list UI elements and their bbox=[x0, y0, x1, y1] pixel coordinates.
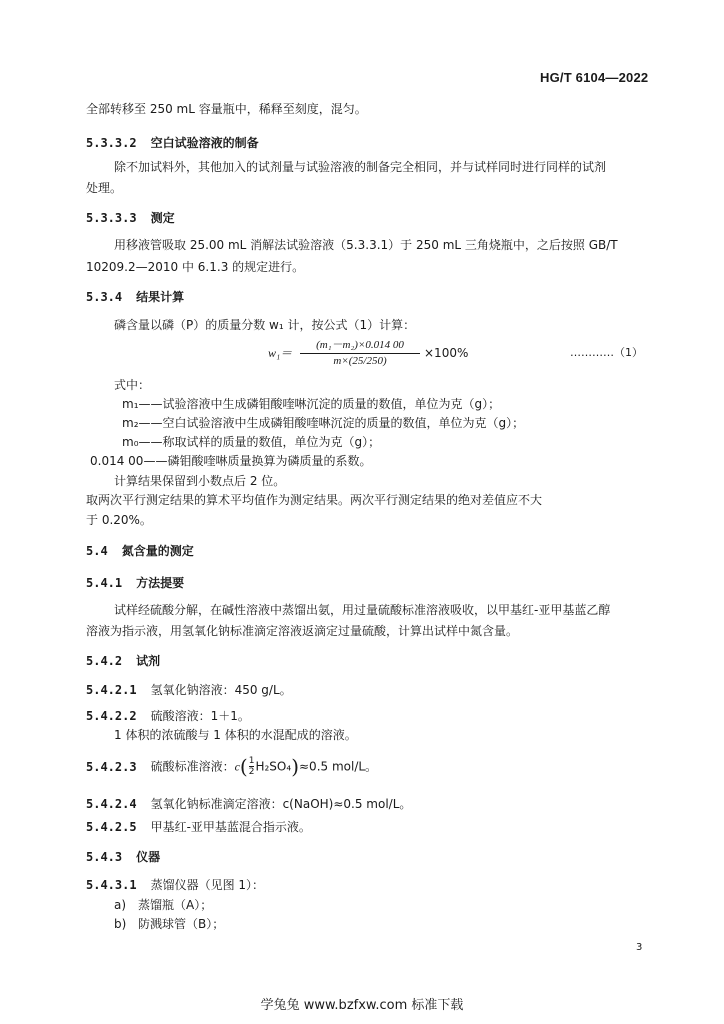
definition-m1: m₁——试验溶液中生成磷钼酸喹啉沉淀的质量的数值，单位为克（g）； bbox=[122, 397, 501, 411]
heading-5-3-4 bbox=[86, 288, 184, 305]
item-5-4-2-4 bbox=[86, 795, 411, 813]
item-5-4-2-1 bbox=[86, 681, 292, 699]
footer-watermark: 学兔兔 www.bzfxw.com 标准下载 bbox=[260, 998, 464, 1013]
half-fraction bbox=[249, 756, 255, 777]
list-text: 蒸馏瓶（A）； bbox=[138, 898, 213, 912]
formula-denominator: m×(25/250) bbox=[333, 355, 387, 367]
definition-coefficient: 0.014 00——磷钼酸喹啉质量换算为磷质量的系数。 bbox=[90, 454, 372, 468]
item-5-4-2-2 bbox=[86, 707, 250, 725]
paragraph-line: 1 体积的浓硫酸与 1 体积的水混配成的溶液。 bbox=[114, 728, 357, 742]
item-number: 5.4.2.4 bbox=[86, 797, 137, 811]
item-number: 5.4.2.3 bbox=[86, 759, 137, 774]
formula-lhs: w₁＝ bbox=[268, 346, 293, 360]
formula-number: …………（1） bbox=[570, 346, 643, 359]
item-5-4-2-3 bbox=[86, 756, 377, 777]
item-text: 硫酸溶液：1＋1。 bbox=[150, 709, 250, 723]
definition-m2: m₂——空白试验溶液中生成磷钼酸喹啉沉淀的质量的数值，单位为克（g）； bbox=[122, 416, 525, 430]
section-title: 测定 bbox=[150, 211, 175, 225]
heading-5-4-1 bbox=[86, 574, 184, 591]
paragraph-line: 除不加试料外，其他加入的试剂量与试验溶液的制备完全相同，并与试样同时进行同样的试剂 bbox=[114, 160, 607, 174]
list-text: 防溅球管（B）； bbox=[138, 917, 225, 931]
item-text: 蒸馏仪器（见图 1）： bbox=[150, 878, 265, 892]
heading-5-3-3-2 bbox=[86, 134, 259, 151]
item-5-4-3-1 bbox=[86, 876, 264, 894]
section-number: 5.4.2 bbox=[86, 654, 123, 668]
paren-close: ) bbox=[291, 754, 299, 779]
item-text: 甲基红-亚甲基蓝混合指示液。 bbox=[150, 820, 311, 834]
section-title: 氮含量的测定 bbox=[121, 544, 194, 558]
item-number: 5.4.2.2 bbox=[86, 709, 137, 723]
section-number: 5.3.3.2 bbox=[86, 136, 137, 150]
heading-5-4-2 bbox=[86, 652, 160, 669]
list-item bbox=[114, 915, 224, 933]
section-number: 5.3.4 bbox=[86, 290, 123, 304]
item-number: 5.4.2.5 bbox=[86, 820, 137, 834]
definition-m0: m₀——称取试样的质量的数值，单位为克（g）； bbox=[122, 435, 381, 449]
list-marker: a) bbox=[114, 898, 127, 912]
section-title: 试剂 bbox=[136, 654, 161, 668]
paragraph-line: 于 0.20%。 bbox=[86, 513, 152, 527]
item-text: ≈0.5 mol/L。 bbox=[299, 759, 378, 774]
paragraph-line: 10209.2—2010 中 6.1.3 的规定进行。 bbox=[86, 260, 305, 274]
section-title: 空白试验溶液的制备 bbox=[150, 136, 259, 150]
section-number: 5.3.3.3 bbox=[86, 211, 137, 225]
page-number: 3 bbox=[636, 942, 643, 953]
list-item bbox=[114, 896, 212, 914]
paragraph-line: 计算结果保留到小数点后 2 位。 bbox=[114, 474, 286, 488]
item-number: 5.4.3.1 bbox=[86, 878, 137, 892]
paragraph-line: 磷含量以磷（P）的质量分数 w₁ 计，按公式（1）计算： bbox=[114, 318, 416, 332]
heading-5-4-3 bbox=[86, 848, 160, 865]
paragraph-line: 用移液管吸取 25.00 mL 消解法试验溶液（5.3.3.1）于 250 mL 三角烧瓶中，之后按照 GB/T bbox=[114, 238, 618, 252]
item-number: 5.4.2.1 bbox=[86, 683, 137, 697]
section-title: 仪器 bbox=[136, 850, 161, 864]
concentration-symbol: c bbox=[234, 759, 240, 774]
paragraph-line: 取两次平行测定结果的算术平均值作为测定结果。两次平行测定结果的绝对差值应不大 bbox=[86, 493, 543, 507]
section-number: 5.4 bbox=[86, 544, 108, 558]
heading-5-4 bbox=[86, 542, 194, 559]
fraction-top: 1 bbox=[248, 756, 255, 766]
formula-fraction bbox=[300, 336, 420, 367]
formula-rhs: ×100% bbox=[424, 346, 469, 360]
item-text: 硫酸标准溶液： bbox=[150, 759, 235, 774]
species: H₂SO₄ bbox=[255, 759, 292, 774]
heading-5-3-3-3 bbox=[86, 209, 175, 226]
paragraph-line: 处理。 bbox=[86, 181, 123, 195]
section-title: 结果计算 bbox=[136, 290, 185, 304]
item-text: 氢氧化钠标准滴定溶液：c(NaOH)≈0.5 mol/L。 bbox=[150, 797, 412, 811]
fraction-bottom: 2 bbox=[248, 767, 255, 777]
section-number: 5.4.1 bbox=[86, 576, 123, 590]
formula-numerator: (m₁－m₂)×0.014 00 bbox=[300, 336, 420, 354]
item-5-4-2-5 bbox=[86, 818, 311, 836]
section-number: 5.4.3 bbox=[86, 850, 123, 864]
paragraph-line: 试样经硫酸分解，在碱性溶液中蒸馏出氨，用过量硫酸标准溶液吸收，以甲基红-亚甲基蓝乙醇 bbox=[114, 603, 611, 617]
paragraph-continue: 全部转移至 250 mL 容量瓶中，稀释至刻度，混匀。 bbox=[86, 102, 367, 116]
list-marker: b) bbox=[114, 917, 127, 931]
section-title: 方法提要 bbox=[136, 576, 185, 590]
paren-open: ( bbox=[239, 754, 248, 779]
item-text: 氢氧化钠溶液：450 g/L。 bbox=[150, 683, 292, 697]
where-label: 式中： bbox=[114, 378, 151, 392]
standard-code: HG/T 6104—2022 bbox=[540, 70, 649, 85]
paragraph-line: 溶液为指示液，用氢氧化钠标准滴定溶液返滴定过量硫酸，计算出试样中氮含量。 bbox=[86, 624, 519, 638]
